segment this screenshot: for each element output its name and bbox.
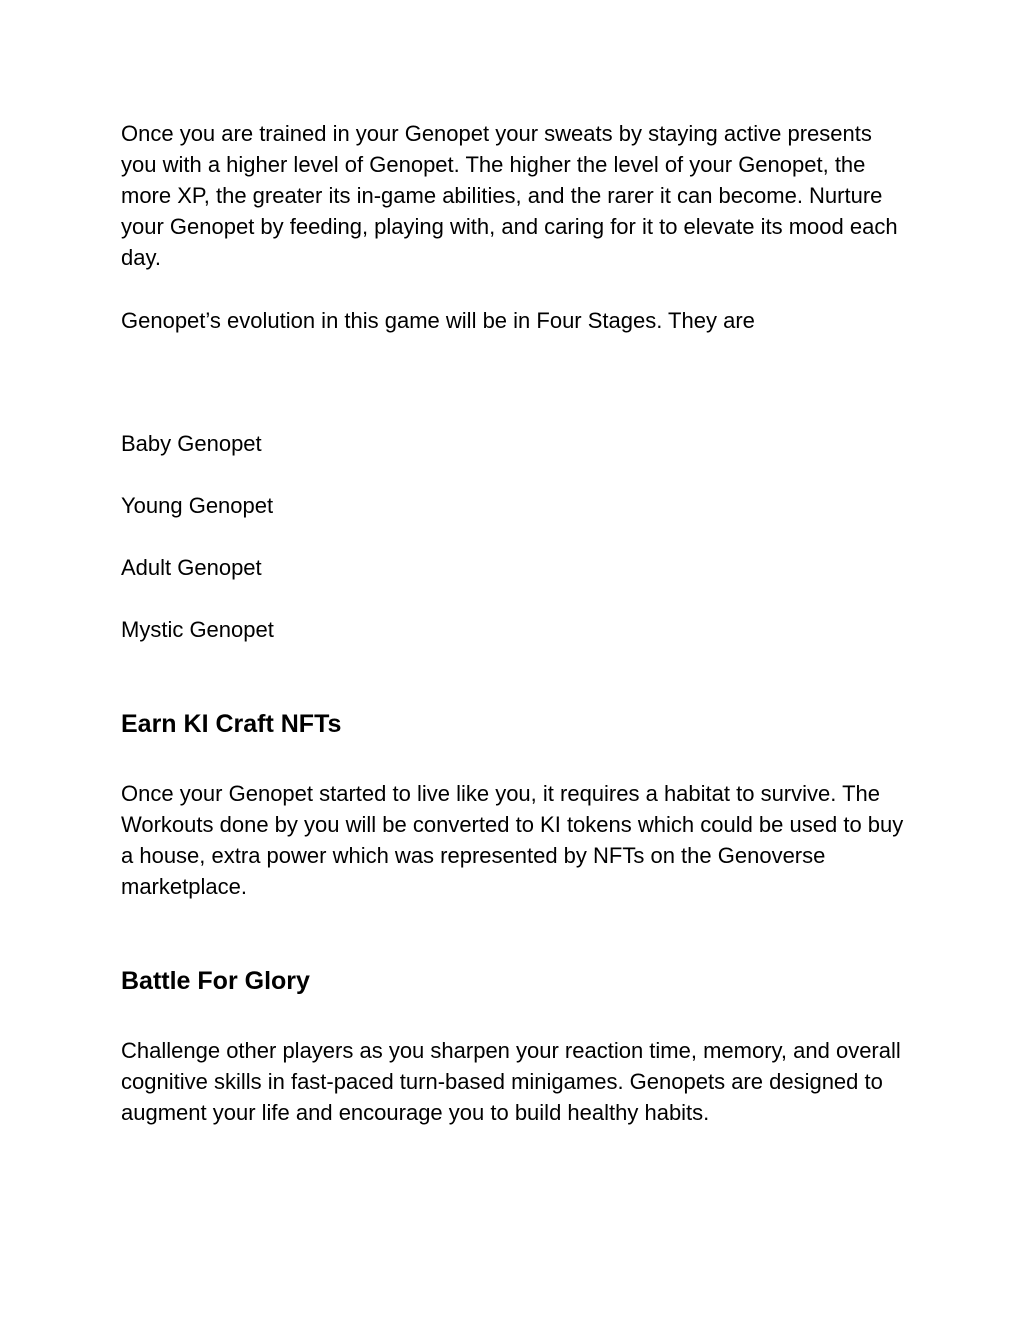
- stage-item-baby: Baby Genopet: [121, 431, 262, 456]
- stages-intro-paragraph: Genopet’s evolution in this game will be in Four Stages. They are: [121, 308, 755, 333]
- section-body-battle: Challenge other players as you sharpen your reaction time, memory, and overall cognitive skills in fast-paced turn-based minigames. Genopets are designed to augment your life and encourage you to build healthy habits.: [121, 1038, 901, 1125]
- intro-paragraph: Once you are trained in your Genopet your sweats by staying active presents you with a higher level of Genopet. The higher the level of your Genopet, the more XP, the greater its in-game abilities, and the rarer it can become. Nurture your Genopet by feeding, playing with, and caring for it to elevate its mood each day.: [121, 121, 898, 270]
- stage-item-mystic: Mystic Genopet: [121, 617, 274, 642]
- section-body-earn-ki: Once your Genopet started to live like you, it requires a habitat to survive. The Workouts done by you will be converted to KI tokens which could be used to buy a house, extra power which was represented by NFTs on the Genoverse marketplace.: [121, 781, 904, 899]
- stage-item-adult: Adult Genopet: [121, 555, 262, 580]
- section-heading-battle: Battle For Glory: [121, 967, 310, 995]
- section-heading-earn-ki: Earn KI Craft NFTs: [121, 710, 342, 738]
- stage-item-young: Young Genopet: [121, 493, 274, 518]
